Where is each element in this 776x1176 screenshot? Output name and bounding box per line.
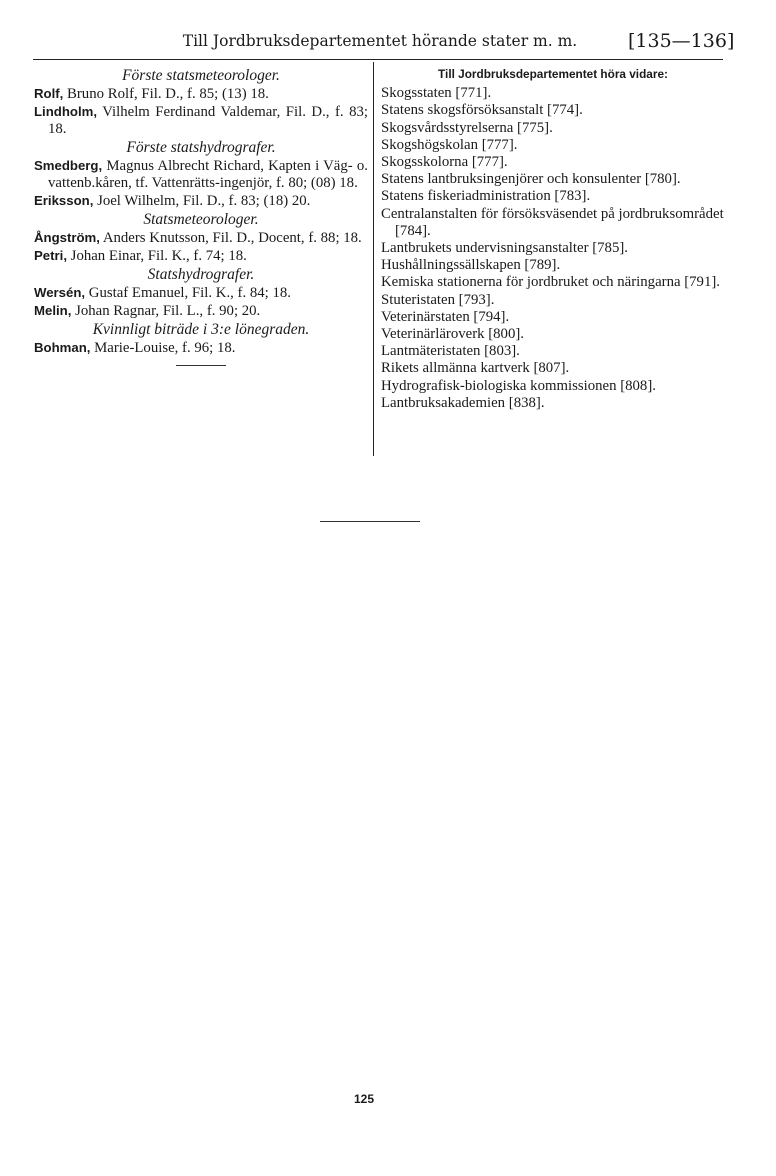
- reference-item: Skogsstaten [771].: [381, 85, 492, 102]
- personnel-entry: [34, 284, 368, 302]
- reference-item: Lantmäteristaten [803].: [381, 343, 520, 360]
- right-column-heading: Till Jordbruksdepartementet höra vidare:: [438, 67, 668, 81]
- page-number: 125: [354, 1092, 375, 1106]
- section-heading: Förste statsmeteorologer.: [122, 67, 280, 84]
- reference-item: Statens lantbruksingenjörer och konsulenter [780].: [381, 171, 681, 188]
- entry-surname: Bohman,: [34, 340, 91, 355]
- section-heading: Kvinnligt biträde i 3:e lönegraden.: [92, 321, 310, 338]
- column-divider: [373, 62, 374, 456]
- reference-item: Statens fiskeriadministration [783].: [381, 188, 591, 205]
- entry-details: Vilhelm Ferdinand Valdemar, Fil. D., f. 83; 18.: [48, 104, 368, 137]
- entry-details: Gustaf Emanuel, Fil. K., f. 84; 18.: [85, 285, 291, 301]
- reference-item: Skogsvårdsstyrelserna [775].: [381, 119, 553, 136]
- reference-item: Veterinärläroverk [800].: [381, 326, 524, 343]
- reference-item: Skogshögskolan [777].: [381, 136, 518, 153]
- entry-details: Marie-Louise, f. 96; 18.: [90, 340, 236, 356]
- personnel-entry: [34, 85, 368, 103]
- reference-item: Centralanstalten för försöksväsendet på jordbruksområdet [784].: [381, 205, 724, 239]
- page-header-title: Till Jordbruksdepartementet hörande stater m. m.: [182, 32, 578, 50]
- header-rule: [33, 59, 723, 60]
- personnel-entry: [34, 302, 368, 320]
- personnel-entry: [34, 339, 368, 357]
- personnel-entry: [34, 157, 368, 192]
- reference-item: Stuteristaten [793].: [381, 291, 495, 308]
- end-rule: [176, 365, 226, 366]
- section-heading: Statsmeteorologer.: [143, 211, 259, 228]
- entry-surname: Rolf,: [34, 86, 64, 101]
- section-end-rule: [320, 521, 420, 522]
- reference-item: Skogsskolorna [777].: [381, 154, 508, 171]
- entry-details: Bruno Rolf, Fil. D., f. 85; (13) 18.: [63, 86, 269, 102]
- entry-surname: Ångström,: [34, 230, 100, 245]
- reference-item: Lantbruksakademien [838].: [381, 394, 545, 411]
- personnel-entry: [34, 229, 368, 247]
- entry-surname: Wersén,: [34, 285, 86, 300]
- entry-surname: Lindholm,: [34, 104, 97, 119]
- reference-item: Hydrografisk-biologiska kommissionen [808].: [381, 377, 656, 394]
- personnel-entry: [34, 247, 368, 265]
- entry-surname: Petri,: [34, 248, 67, 263]
- page-header-range: [135—136]: [628, 30, 735, 52]
- section-heading: Statshydrografer.: [147, 266, 255, 283]
- entry-surname: Eriksson,: [34, 193, 94, 208]
- entry-details: Johan Einar, Fil. K., f. 74; 18.: [66, 248, 247, 264]
- reference-item: Hushållningssällskapen [789].: [381, 257, 561, 274]
- entry-surname: Smedberg,: [34, 158, 103, 173]
- personnel-entry: [34, 192, 368, 210]
- reference-item: Veterinärstaten [794].: [381, 308, 510, 325]
- right-column: [381, 66, 725, 412]
- reference-item: Rikets allmänna kartverk [807].: [381, 360, 570, 377]
- reference-item: Statens skogsförsöksanstalt [774].: [381, 102, 583, 119]
- section-heading: Förste statshydrografer.: [126, 139, 276, 156]
- entry-details: Johan Ragnar, Fil. L., f. 90; 20.: [71, 303, 261, 319]
- entry-details: Anders Knutsson, Fil. D., Docent, f. 88; 18.: [99, 230, 362, 246]
- left-column: [34, 66, 368, 366]
- entry-details: Joel Wilhelm, Fil. D., f. 83; (18) 20.: [93, 193, 311, 209]
- entry-surname: Melin,: [34, 303, 72, 318]
- entry-details: Magnus Albrecht Richard, Kapten i Väg- o. vattenb.kåren, tf. Vattenrätts-ingenjör, f. 80; (08) 18.: [48, 158, 368, 191]
- reference-item: Kemiska stationerna för jordbruket och näringarna [791].: [381, 274, 720, 291]
- personnel-entry: [34, 103, 368, 138]
- reference-item: Lantbrukets undervisningsanstalter [785].: [381, 240, 628, 257]
